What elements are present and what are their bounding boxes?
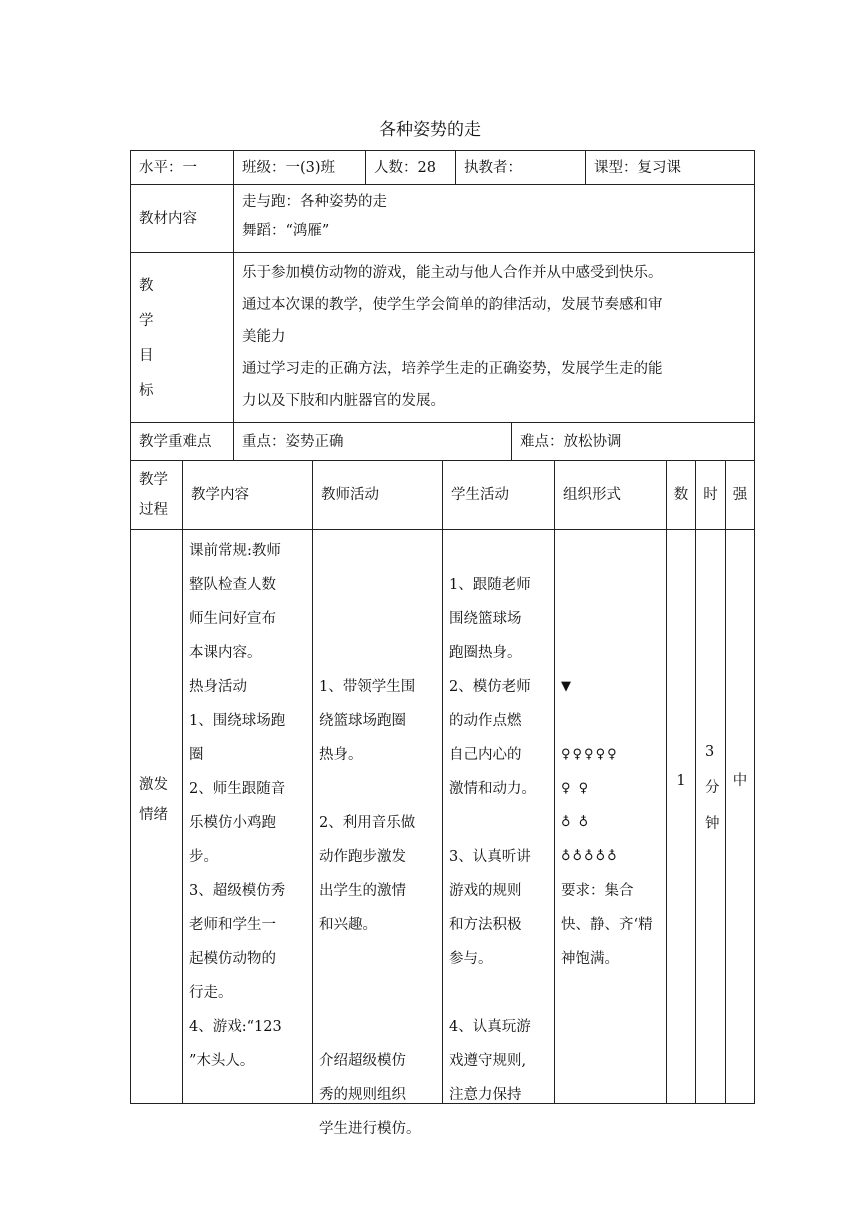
teacher-activity-line [319,568,436,602]
teacher-cell [455,150,586,185]
stage-student-cell [442,529,555,1104]
stage-intensity-cell [725,529,755,1104]
content-line: 圈 [189,747,204,763]
goals-label-cell [130,252,234,423]
difficult-point-text: 难点：放松协调 [520,433,622,450]
teacher-activity-line: 学生进行模仿。 [319,1121,421,1137]
content-line: 起模仿动物的 [189,951,276,967]
count-text: 人数：28 [374,159,436,176]
content-line: 整队检查人数 [189,577,276,593]
organization-line: ♀♀♀♀♀ [561,747,619,762]
goal-line: 力以及下肢和内脏器官的发展。 [242,393,445,409]
process-label-line: 教学 [139,472,168,488]
stage-intensity: 中 [732,773,748,789]
teacher-activity-line: 绕篮球场跑圈 [319,713,406,729]
level-cell [130,150,234,185]
goals-label-char: 标 [139,383,154,399]
keypoints-label-cell [130,422,234,461]
stage-name-line: 情绪 [139,807,168,823]
student-activity-line: 围绕篮球场 [449,611,522,627]
col-student-header [442,460,555,530]
teacher-activity-line: 动作跑步激发 [319,849,406,865]
stage-content-cell [182,529,313,1104]
content-line: 师生问好宣布 [189,611,276,627]
organization-line: 要求：集合 [561,883,634,899]
organization-line [561,704,660,738]
student-activity-line: 跑圈热身。 [449,645,522,661]
col-teacher-header [312,460,443,530]
level-text: 水平：一 [139,159,197,176]
organization-line [561,636,660,670]
goal-line: 通过本次课的教学，使学生学会简单的韵律活动，发展节奏感和审 [242,297,663,313]
teacher-activity-line: 介绍超级模仿 [319,1053,406,1069]
stage-org-cell [554,529,667,1104]
teacher-activity-line [319,976,436,1010]
stage-num-cell [666,529,696,1104]
stage-time-line: 钟 [705,816,720,832]
content-line: 走与跑：各种姿势的走 [242,194,387,210]
organization-line: ♀ ♀ [561,781,591,796]
teacher-activity-line [319,1010,436,1044]
type-text: 课型：复习课 [594,159,681,176]
content-line: 1、围绕球场跑 [189,713,286,729]
stage-time-line: 分 [705,780,720,796]
content-line: 热身活动 [189,679,247,695]
content-line: ”木头人。 [189,1053,255,1069]
key-point-cell [233,422,512,461]
col-time-label: 时 [703,487,718,503]
goals-label-char: 学 [139,313,154,329]
type-cell [585,150,755,185]
organization-line [561,534,660,568]
count-cell [365,150,456,185]
col-org-label: 组织形式 [563,487,621,503]
teacher-activity-line: 1、带领学生围 [319,679,416,695]
teacher-activity-line [319,772,436,806]
student-activity-line: 自己内心的 [449,747,522,763]
content-line: 老师和学生一 [189,917,276,933]
content-line: 2、师生跟随音 [189,781,286,797]
content-line: 步。 [189,849,218,865]
goal-line: 美能力 [242,329,286,345]
teacher-activity-line [319,636,436,670]
content-cell [233,184,755,253]
teacher-activity-line [319,942,436,976]
difficult-point-cell [511,422,755,461]
content-line: 课前常规:教师 [189,543,281,559]
organization-line: ▼ [561,679,573,694]
content-label: 教材内容 [139,210,197,227]
teacher-activity-line: 热身。 [319,747,363,763]
organization-line: 神饱满。 [561,951,619,967]
stage-name-cell [130,529,183,1104]
organization-line [561,568,660,602]
goal-line: 通过学习走的正确方法，培养学生走的正确姿势，发展学生走的能 [242,361,663,377]
content-line: 本课内容。 [189,645,262,661]
student-activity-line [449,806,548,840]
goal-line: 乐于参加模仿动物的游戏，能主动与他人合作并从中感受到快乐。 [242,265,663,281]
goals-label-char: 教 [139,278,154,294]
teacher-activity-line [319,602,436,636]
col-num-header [666,460,696,530]
teacher-activity-line [319,534,436,568]
teacher-activity-line: 秀的规则组织 [319,1087,406,1103]
student-activity-line [449,534,548,568]
stage-num: 1 [676,773,686,789]
student-activity-line: 和方法积极 [449,917,522,933]
stage-time-cell [695,529,726,1104]
teacher-activity-line: 2、利用音乐做 [319,815,416,831]
content-label-cell [130,184,234,253]
student-activity-line: 参与。 [449,951,493,967]
col-org-header [554,460,667,530]
student-activity-line: 游戏的规则 [449,883,522,899]
process-label-cell [130,460,183,530]
document-title: 各种姿势的走 [379,120,481,140]
student-activity-line: 3、认真听讲 [449,849,531,865]
col-num-label: 数 [673,487,689,503]
goals-label-char: 目 [139,348,154,364]
col-time-header [695,460,726,530]
organization-line: ♁ ♁ [561,815,591,830]
stage-name-line: 激发 [139,777,168,793]
student-activity-line: 戏遵守规则, [449,1053,527,1069]
col-intensity-header [725,460,755,530]
content-line: 行走。 [189,985,233,1001]
student-activity-line: 1、跟随老师 [449,577,531,593]
content-line: 舞蹈：“鸿雁” [242,223,330,239]
col-content-label: 教学内容 [191,487,249,503]
student-activity-line: 2、模仿老师 [449,679,531,695]
content-line: 乐模仿小鸡跑 [189,815,276,831]
class-text: 班级：一(3)班 [242,159,336,176]
key-point-text: 重点：姿势正确 [242,433,344,450]
stage-teacher-cell [312,529,443,1137]
content-line: 3、超级模仿秀 [189,883,286,899]
process-label-line: 过程 [139,502,168,518]
student-activity-line: 4、认真玩游 [449,1019,531,1035]
teacher-activity-line: 和兴趣。 [319,917,377,933]
organization-line: 快、静、齐‘精 [561,917,653,933]
teacher-activity-line: 出学生的激情 [319,883,406,899]
keypoints-label: 教学重难点 [139,433,212,450]
student-activity-line: 激情和动力。 [449,781,536,797]
organization-line: ♁♁♁♁♁ [561,849,619,864]
organization-line [561,602,660,636]
goals-cell [233,252,755,423]
stage-time-line: 3 [705,744,715,760]
student-activity-line: 注意力保持 [449,1087,522,1103]
teacher-text: 执教者： [464,159,522,176]
col-content-header [182,460,313,530]
content-line: 4、游戏:“123 [189,1019,282,1035]
col-teacher-label: 教师活动 [321,487,379,503]
student-activity-line: 的动作点燃 [449,713,522,729]
student-activity-line [449,976,548,1010]
class-cell [233,150,366,185]
col-intensity-label: 强 [732,487,748,503]
col-student-label: 学生活动 [451,487,509,503]
